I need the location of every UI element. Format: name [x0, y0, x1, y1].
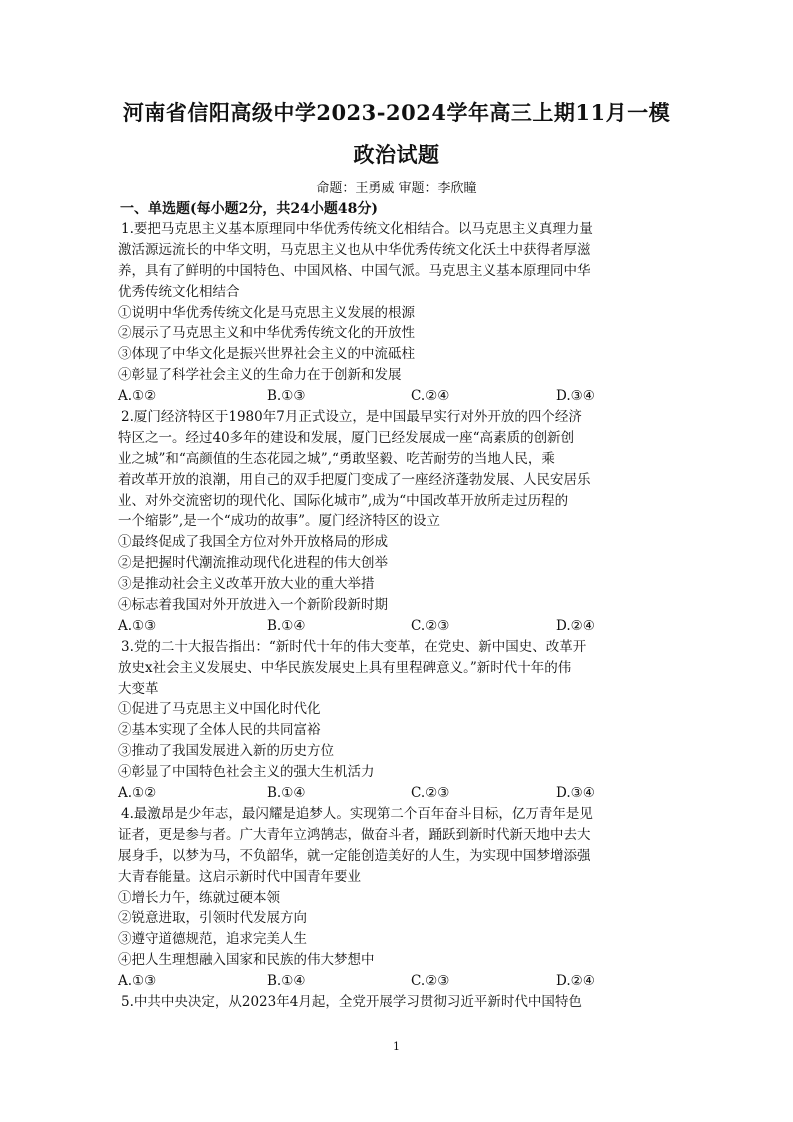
option-c: C.②④ [411, 388, 450, 405]
statement-item: ④把人生理想融入国家和民族的伟大梦想中 [118, 952, 375, 969]
question-text-line: 证者，更是参与者。广大青年立鸿鹄志，做奋斗者，踊跃到新时代新天地中去大 [118, 826, 591, 843]
statement-item: ①最终促成了我国全方位对外开放格局的形成 [118, 534, 388, 551]
statement-item: ②基本实现了全体人民的共同富裕 [118, 722, 321, 739]
option-a: A.①③ [118, 617, 157, 634]
question-text-line: 展身手，以梦为马，不负韶华，就一定能创造美好的人生，为实现中国梦增添强 [118, 847, 591, 864]
question-text-line: 大青春能量。这启示新时代中国青年要业 [118, 868, 361, 885]
question-text-line: 大变革 [118, 680, 159, 697]
question-text-line: 业、对外交流密切的现代化、国际化城市”,成为“中国改革开放所走过历程的 [118, 492, 569, 509]
option-a: A.①② [118, 785, 157, 802]
answer-options [118, 971, 681, 992]
option-a: A.①③ [118, 973, 157, 990]
answer-options [118, 386, 681, 407]
question-text-line: 放史x社会主义发展史、中华民族发展史上具有里程碑意义。”新时代十年的伟 [118, 659, 572, 676]
question-text-line: 优秀传统文化相结合 [118, 283, 240, 300]
statement-item: ①促进了马克思主义中国化时代化 [118, 701, 321, 718]
option-a: A.①② [118, 388, 157, 405]
section-heading: 一、单选题(每小题2分，共24小题48分) [120, 201, 378, 217]
option-d: D.②④ [556, 973, 595, 990]
question-text-line: 2.厦门经济特区于1980年7月正式设立，是中国最早实行对外开放的四个经济 [121, 409, 582, 426]
exam-authors: 命题：王勇威 审题：李欣瞳 [316, 181, 477, 196]
statement-item: ③体现了中华文化是振兴世界社会主义的中流砥柱 [118, 346, 415, 363]
question-text-line: 激活源远流长的中华文明，马克思主义也从中华优秀传统文化沃土中获得者厚滋 [118, 241, 591, 258]
option-b: B.①④ [267, 785, 306, 802]
question-text-line: 5.中共中央决定，从2023年4月起，全党开展学习贯彻习近平新时代中国特色 [121, 993, 582, 1010]
statement-item: ②是把握时代潮流推动现代化进程的伟大创举 [118, 555, 388, 572]
option-d: D.②④ [556, 617, 595, 634]
exam-title: 河南省信阳高级中学2023-2024学年高三上期11月一模 [122, 100, 671, 125]
statement-item: ①增长力午，练就过硬本领 [118, 889, 280, 906]
question-5 [118, 992, 681, 1013]
option-d: D.③④ [556, 785, 595, 802]
option-d: D.③④ [556, 388, 595, 405]
questions-body [118, 219, 681, 1013]
statement-item: ③是推动社会主义改革开放大业的重大举措 [118, 576, 375, 593]
question-text-line: 1.要把马克思主义基本原理同中华优秀传统文化相结合。以马克思主义真理力量 [121, 221, 593, 237]
question-text-line: 4.最激昂是少年志，最闪耀是追梦人。实现第二个百年奋斗目标，亿万青年是见 [121, 805, 593, 822]
statement-item: ③推动了我国发展进入新的历史方位 [118, 743, 334, 760]
question-4 [118, 804, 681, 992]
page-number: 1 [393, 1040, 400, 1053]
question-text-line: 着改革开放的浪潮，用自己的双手把厦门变成了一座经济蓬勃发展、人民安居乐 [118, 471, 591, 488]
option-c: C.②③ [411, 617, 450, 634]
statement-item: ④标志着我国对外开放进入一个新阶段新时期 [118, 597, 388, 614]
statement-item: ②锐意进取，引领时代发展方向 [118, 910, 307, 927]
question-1 [118, 219, 681, 407]
answer-options [118, 783, 681, 804]
question-text-line: 3.党的二十大报告指出：“新时代十年的伟大变革，在党史、新中国史、改革开 [121, 638, 587, 655]
exam-subtitle: 政治试题 [353, 142, 440, 167]
question-3 [118, 637, 681, 804]
option-c: C.②③ [411, 785, 450, 802]
question-text-line: 养，具有了鲜明的中国特色、中国风格、中国气派。马克思主义基本原理同中华 [118, 262, 591, 279]
statement-item: ④彰显了中国特色社会主义的强大生机活力 [118, 764, 375, 781]
option-b: B.①④ [267, 617, 306, 634]
answer-options [118, 616, 681, 637]
option-b: B.①④ [267, 973, 306, 990]
statement-item: ②展示了马克思主义和中华优秀传统文化的开放性 [118, 325, 415, 342]
option-b: B.①③ [267, 388, 306, 405]
statement-item: ①说明中华优秀传统文化是马克思主义发展的根源 [118, 304, 415, 321]
question-text-line: 业之城”和“高颜值的生态花园之城”,“勇敢坚毅、吃苦耐劳的当地人民，乘 [118, 450, 555, 467]
option-c: C.②③ [411, 973, 450, 990]
question-2 [118, 407, 681, 637]
question-text-line: 特区之一。经过40多年的建设和发展，厦门已经发展成一座“高素质的创新创 [118, 429, 575, 446]
statement-item: ③遵守道德规范，追求完美人生 [118, 931, 307, 948]
statement-item: ④彰显了科学社会主义的生命力在于创新和发展 [118, 367, 402, 384]
question-text-line: 一个缩影”,是一个“成功的故事”。厦门经济特区的设立 [118, 513, 440, 530]
